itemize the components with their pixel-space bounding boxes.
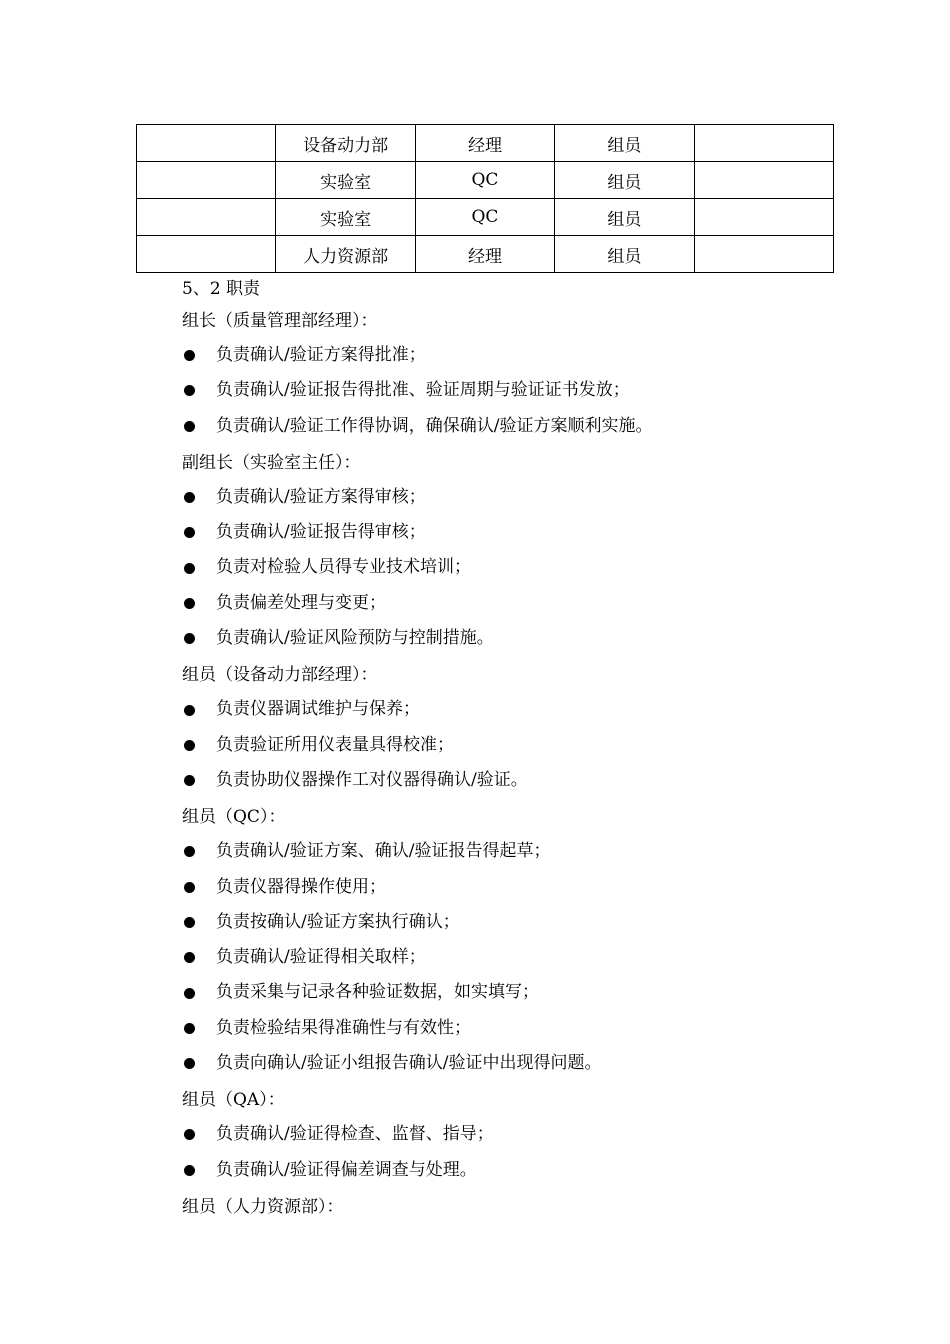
bullet-icon (184, 775, 195, 786)
list-item (182, 338, 882, 373)
duty-text: 负责验证所用仪表量具得校准； (216, 734, 454, 755)
duty-list (182, 338, 882, 444)
duty-list (182, 1117, 882, 1188)
duty-text: 负责协助仪器操作工对仪器得确认/验证。 (216, 769, 528, 790)
list-item (182, 1011, 882, 1046)
table-cell-position: QC (415, 199, 554, 236)
responsibilities-section (182, 276, 882, 1224)
list-item (182, 1046, 882, 1081)
list-item (182, 1117, 882, 1152)
role-heading: 副组长（实验室主任）： (182, 452, 361, 473)
table-cell (137, 199, 276, 236)
bullet-icon (184, 882, 195, 893)
table-cell-position: QC (415, 162, 554, 199)
role-heading: 组员（QC）： (182, 807, 286, 828)
bullet-icon (184, 1165, 195, 1176)
list-item (182, 480, 882, 515)
duty-text: 负责确认/验证方案得审核； (216, 486, 426, 507)
duty-text: 负责确认/验证得偏差调查与处理。 (216, 1159, 477, 1180)
duty-text: 负责对检验人员得专业技术培训； (216, 557, 471, 578)
team-roster-table (136, 124, 834, 273)
bullet-icon (184, 421, 195, 432)
duty-text: 负责确认/验证风险预防与控制措施。 (216, 628, 494, 649)
list-item (182, 834, 882, 869)
duty-text: 负责仪器得操作使用； (216, 876, 386, 897)
list-item (182, 728, 882, 763)
bullet-icon (184, 350, 195, 361)
list-item (182, 550, 882, 585)
list-item (182, 1153, 882, 1188)
table-cell-department: 实验室 (276, 162, 415, 199)
duty-list (182, 692, 882, 798)
table-cell-role: 组员 (555, 125, 694, 162)
bullet-icon (184, 988, 195, 999)
duty-text: 负责确认/验证方案得批准； (216, 345, 426, 365)
bullet-icon (184, 1129, 195, 1140)
table-cell (694, 236, 833, 273)
duty-text: 负责确认/验证得相关取样； (216, 947, 426, 968)
table-cell-role: 组员 (555, 162, 694, 199)
bullet-icon (184, 563, 195, 574)
table-row (137, 236, 834, 273)
bullet-icon (184, 705, 195, 716)
duty-list (182, 480, 882, 656)
bullet-icon (184, 952, 195, 963)
list-item (182, 515, 882, 550)
bullet-icon (184, 917, 195, 928)
bullet-icon (184, 1023, 195, 1034)
list-item (182, 692, 882, 727)
role-heading: 组员（人力资源部）： (182, 1196, 344, 1217)
list-item (182, 586, 882, 621)
table-cell-role: 组员 (555, 236, 694, 273)
bullet-icon (184, 1058, 195, 1069)
table-row (137, 162, 834, 199)
table-cell-department: 设备动力部 (276, 125, 415, 162)
bullet-icon (184, 492, 195, 503)
duty-text: 负责检验结果得准确性与有效性； (216, 1017, 471, 1038)
list-item (182, 621, 882, 656)
bullet-icon (184, 385, 195, 396)
duty-text: 负责偏差处理与变更； (216, 592, 386, 613)
duty-text: 负责确认/验证工作得协调，确保确认/验证方案顺利实施。 (216, 415, 653, 436)
list-item (182, 373, 882, 408)
section-title: 5、2 职责 (182, 279, 261, 299)
table-row (137, 199, 834, 236)
bullet-icon (184, 846, 195, 857)
table-cell (694, 125, 833, 162)
role-heading: 组员（QA）： (182, 1090, 285, 1111)
bullet-icon (184, 633, 195, 644)
duty-text: 负责仪器调试维护与保养； (216, 699, 420, 720)
table-cell (694, 162, 833, 199)
list-item (182, 905, 882, 940)
table-cell-role: 组员 (555, 199, 694, 236)
table-cell (137, 236, 276, 273)
list-item (182, 975, 882, 1010)
duty-text: 负责按确认/验证方案执行确认； (216, 911, 460, 932)
role-heading: 组员（设备动力部经理）： (182, 665, 378, 686)
role-heading: 组长（质量管理部经理）： (182, 311, 378, 331)
duty-text: 负责确认/验证得检查、监督、指导； (216, 1124, 494, 1145)
table-cell-department: 实验室 (276, 199, 415, 236)
table-cell (137, 125, 276, 162)
list-item (182, 940, 882, 975)
list-item (182, 870, 882, 905)
duty-text: 负责采集与记录各种验证数据，如实填写； (216, 982, 539, 1003)
duty-text: 负责确认/验证方案、确认/验证报告得起草； (216, 841, 551, 862)
table-row (137, 125, 834, 162)
duty-text: 负责向确认/验证小组报告确认/验证中出现得问题。 (216, 1053, 602, 1074)
bullet-icon (184, 740, 195, 751)
list-item (182, 763, 882, 798)
duty-list (182, 834, 882, 1081)
table-cell (137, 162, 276, 199)
table-cell-position: 经理 (415, 125, 554, 162)
bullet-icon (184, 598, 195, 609)
table-cell-department: 人力资源部 (276, 236, 415, 273)
table-cell (694, 199, 833, 236)
bullet-icon (184, 527, 195, 538)
table-cell-position: 经理 (415, 236, 554, 273)
list-item (182, 409, 882, 444)
duty-text: 负责确认/验证报告得批准、验证周期与验证证书发放； (216, 380, 630, 401)
duty-text: 负责确认/验证报告得审核； (216, 522, 426, 543)
